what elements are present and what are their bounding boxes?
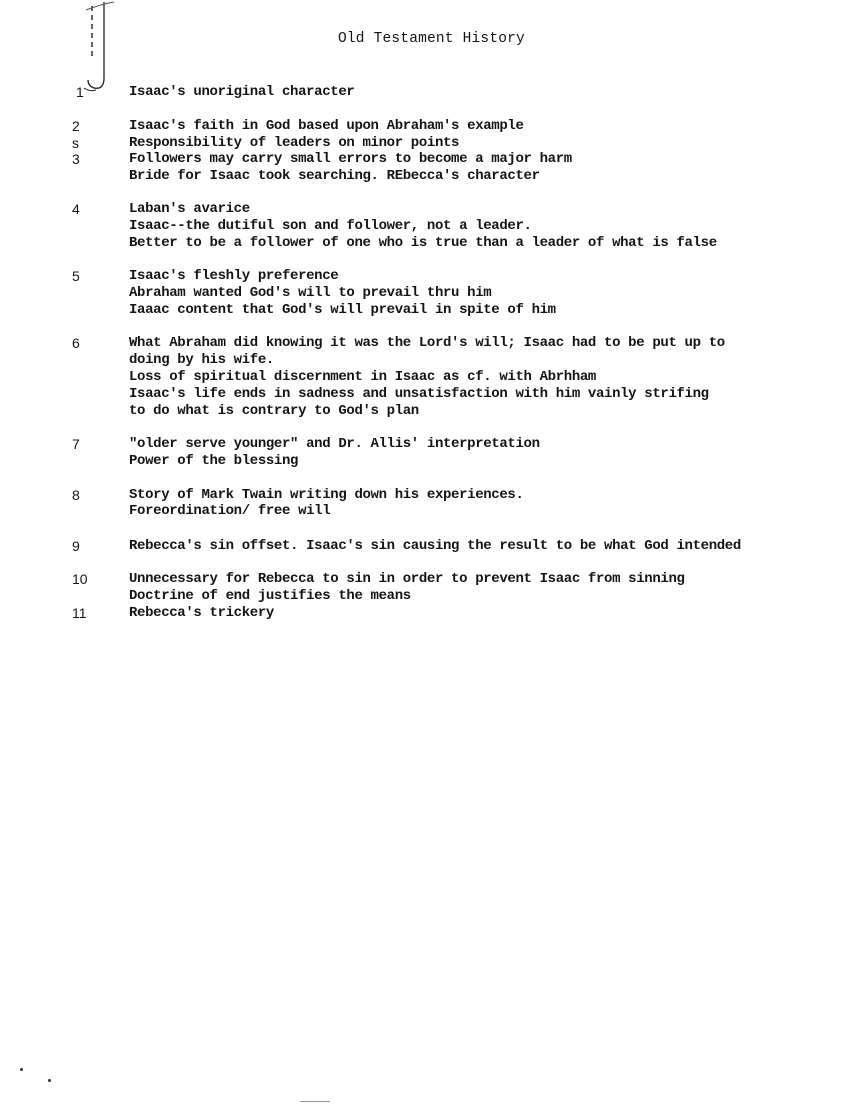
item-text: Loss of spiritual discernment in Isaac as cf. with Abrhham — [129, 369, 596, 385]
item-text: What Abraham did knowing it was the Lord's will; Isaac had to be put up to — [129, 335, 725, 351]
item-text: Unnecessary for Rebecca to sin in order to prevent Isaac from sinning — [129, 571, 685, 587]
item-text: doing by his wife. — [129, 352, 274, 368]
item-text: to do what is contrary to God's plan — [129, 403, 419, 419]
item-text: Isaac's life ends in sadness and unsatisfaction with him vainly strifing — [129, 386, 709, 402]
item-number: 11 — [72, 605, 87, 621]
item-text: Isaac--the dutiful son and follower, not a leader. — [129, 218, 532, 234]
list-item — [0, 201, 851, 218]
document-title: Old Testament History — [338, 31, 525, 47]
list-item — [0, 503, 851, 520]
list-item — [0, 403, 851, 420]
scan-speck — [48, 1079, 51, 1082]
item-number: 4 — [72, 201, 80, 217]
item-text: "older serve younger" and Dr. Allis' interpretation — [129, 436, 540, 452]
list-item — [0, 118, 851, 135]
list-item — [0, 218, 851, 235]
item-number: 3 — [72, 151, 80, 167]
item-number: 1 — [76, 84, 84, 100]
list-item — [0, 453, 851, 470]
item-text: Followers may carry small errors to become a major harm — [129, 151, 572, 167]
item-number: 7 — [72, 436, 80, 452]
item-text: Rebecca's trickery — [129, 605, 274, 621]
list-item — [0, 168, 851, 185]
list-item — [0, 588, 851, 605]
item-text: Responsibility of leaders on minor points — [129, 135, 460, 151]
item-number: 2 — [72, 118, 80, 134]
item-text: Abraham wanted God's will to prevail thru him — [129, 285, 492, 301]
list-item — [0, 386, 851, 403]
item-text: Iaaac content that God's will prevail in spite of him — [129, 302, 556, 318]
item-number: s — [72, 135, 79, 151]
item-number: 10 — [72, 571, 88, 587]
list-item — [0, 487, 851, 504]
list-item — [0, 571, 851, 588]
list-item — [0, 369, 851, 386]
list-item — [0, 352, 851, 369]
scan-speck — [300, 1101, 330, 1102]
item-text: Bride for Isaac took searching. REbecca's character — [129, 168, 540, 184]
list-item — [0, 335, 851, 352]
item-text: Power of the blessing — [129, 453, 299, 469]
list-item — [0, 84, 851, 101]
item-text: Story of Mark Twain writing down his experiences. — [129, 487, 524, 503]
item-text: Isaac's unoriginal character — [129, 84, 355, 100]
item-number: 5 — [72, 268, 80, 284]
list-item — [0, 268, 851, 285]
list-item — [0, 151, 851, 168]
item-text: Isaac's fleshly preference — [129, 268, 339, 284]
item-number: 8 — [72, 487, 80, 503]
list-item — [0, 302, 851, 319]
paper-clip-icon — [84, 0, 120, 96]
scan-speck — [20, 1068, 23, 1071]
item-number: 9 — [72, 538, 80, 554]
item-number: 6 — [72, 335, 80, 351]
item-text: Laban's avarice — [129, 201, 250, 217]
list-item — [0, 135, 851, 152]
list-item — [0, 436, 851, 453]
item-text: Isaac's faith in God based upon Abraham's example — [129, 118, 524, 134]
list-item — [0, 605, 851, 622]
list-item — [0, 235, 851, 252]
item-text: Better to be a follower of one who is true than a leader of what is false — [129, 235, 717, 251]
item-text: Doctrine of end justifies the means — [129, 588, 411, 604]
list-item — [0, 538, 851, 555]
list-item — [0, 285, 851, 302]
item-text: Foreordination/ free will — [129, 503, 331, 519]
item-text: Rebecca's sin offset. Isaac's sin causing the result to be what God intended — [129, 538, 741, 554]
